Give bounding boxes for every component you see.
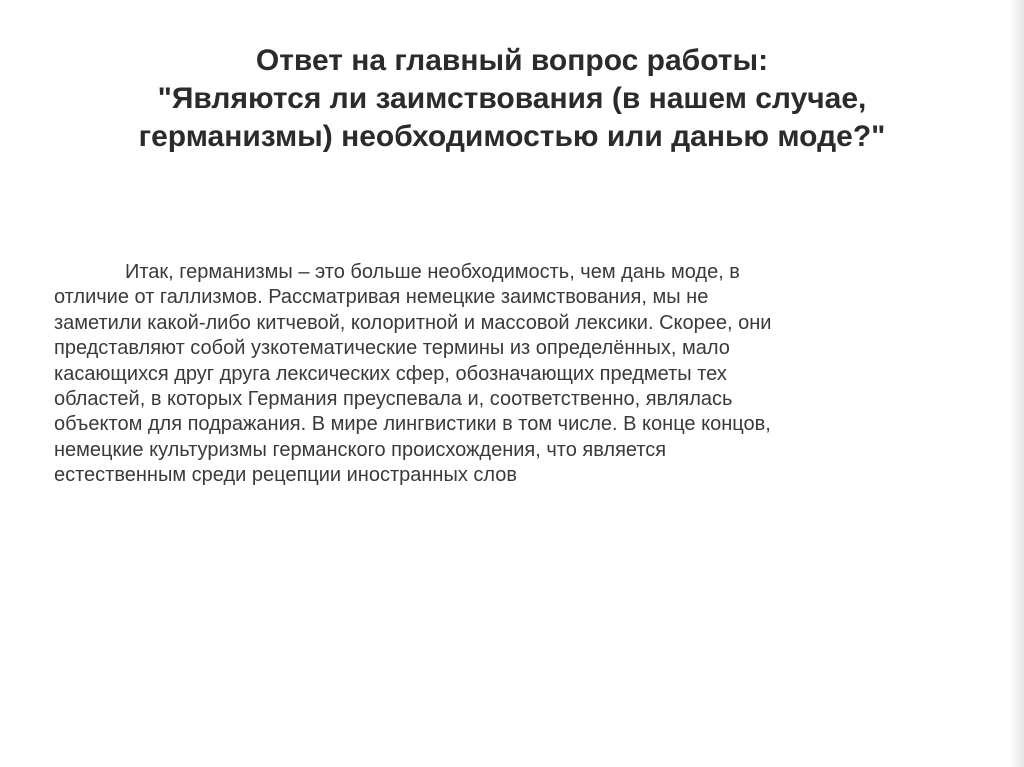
body-text-line: естественным среди рецепции иностранных слов (54, 464, 518, 487)
slide-title-line: германизмы) необходимостью или данью моде?" (138, 120, 886, 153)
body-text-line: областей, в которых Германия преуспевала и, соответственно, являлась (54, 388, 733, 411)
slide-body-paragraph (54, 260, 934, 489)
body-text-line: заметили какой-либо китчевой, колоритной и массовой лексики. Скорее, они (54, 311, 772, 334)
slide-title-line: Ответ на главный вопрос работы: (255, 44, 769, 77)
body-text-line: объектом для подражания. В мире лингвистики в том числе. В конце концов, (54, 413, 771, 436)
slide-edge-shadow (1010, 0, 1024, 767)
body-text-line: отличие от галлизмов. Рассматривая немецкие заимствования, мы не (54, 286, 709, 309)
body-text-line: представляют собой узкотематические термины из определённых, мало (54, 337, 730, 360)
slide-title (40, 42, 984, 156)
body-text-line: касающихся друг друга лексических сфер, обозначающих предметы тех (54, 362, 727, 385)
body-text-line: Итак, германизмы – это больше необходимость, чем дань моде, в (125, 261, 740, 283)
slide-title-line: "Являются ли заимствования (в нашем случае, (157, 82, 867, 115)
body-text-line: немецкие культуризмы германского происхождения, что является (54, 438, 667, 461)
